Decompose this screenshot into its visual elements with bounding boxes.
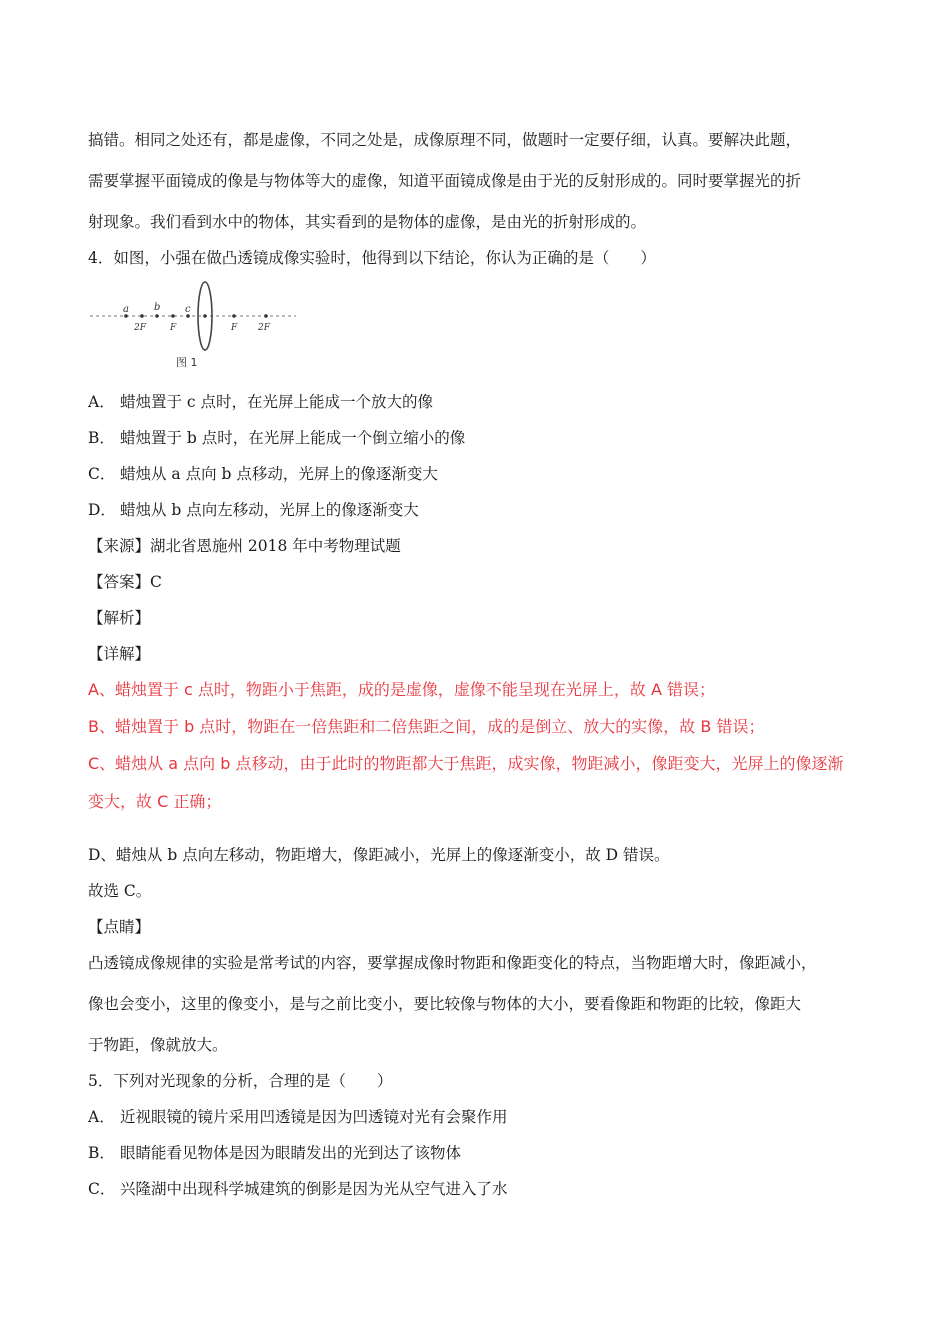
label-2f-right: 2F — [258, 323, 270, 333]
q4-comment-label: 【点睛】 — [88, 918, 151, 936]
label-f-right: F — [231, 323, 238, 333]
q4-answer: 【答案】C — [88, 573, 162, 591]
q4-stem: 4．如图，小强在做凸透镜成像实验时，他得到以下结论，你认为正确的是（ ） — [88, 249, 656, 267]
point-b-dot — [155, 314, 159, 318]
q4-option-d-text: 蜡烛从 b 点向左移动，光屏上的像逐渐变大 — [120, 501, 419, 519]
q5-option-b-text: 眼睛能看见物体是因为眼睛发出的光到达了该物体 — [120, 1144, 462, 1162]
q5-option-c — [88, 1177, 508, 1199]
figure-caption: 图 1 — [176, 356, 198, 369]
q4-analysis-label: 【解析】 — [88, 609, 151, 627]
q4-detail-c-line2: 变大，故 C 正确； — [88, 792, 222, 811]
point-f-right-dot — [232, 314, 236, 318]
label-2f-left: 2F — [134, 323, 146, 333]
q5-option-c-text: 兴隆湖中出现科学城建筑的倒影是因为光从空气进入了水 — [120, 1180, 508, 1198]
q4-detail-label: 【详解】 — [88, 645, 151, 663]
q4-option-d-letter: D． — [88, 501, 116, 519]
point-2f-right-dot — [264, 314, 268, 318]
label-c: c — [185, 304, 191, 315]
q5-option-a-text: 近视眼镜的镜片采用凹透镜是因为凹透镜对光有会聚作用 — [120, 1108, 508, 1126]
q4-source: 【来源】湖北省恩施州 2018 年中考物理试题 — [88, 537, 401, 555]
q4-comment-line-1: 凸透镜成像规律的实验是常考试的内容，要掌握成像时物距和像距变化的特点，当物距增大时，像距减小， — [88, 954, 817, 972]
q4-option-d — [88, 498, 419, 520]
q5-option-c-letter: C． — [88, 1180, 116, 1198]
q4-option-c — [88, 462, 438, 484]
q4-option-c-letter: C． — [88, 465, 116, 483]
q4-choose: 故选 C。 — [88, 882, 152, 900]
q4-detail-b: B、蜡烛置于 b 点时，物距在一倍焦距和二倍焦距之间，成的是倒立、放大的实像，故 B 错误； — [88, 717, 765, 736]
q5-option-b — [88, 1141, 461, 1163]
q4-option-b-letter: B． — [88, 429, 115, 447]
label-b: b — [154, 302, 161, 313]
point-f-left-dot — [171, 314, 175, 318]
point-2f-left-dot — [140, 314, 144, 318]
q4-option-b — [88, 426, 465, 448]
q4-detail-d: D、蜡烛从 b 点向左移动，物距增大，像距减小，光屏上的像逐渐变小，故 D 错误。 — [88, 846, 670, 864]
intro-line-1: 搞错。相同之处还有，都是虚像，不同之处是，成像原理不同，做题时一定要仔细，认真。要解决此题， — [88, 131, 802, 149]
label-a: a — [123, 304, 129, 315]
q4-option-a — [88, 390, 433, 412]
q4-option-a-text: 蜡烛置于 c 点时，在光屏上能成一个放大的像 — [120, 393, 434, 411]
q5-option-a — [88, 1105, 508, 1127]
q5-option-a-letter: A． — [88, 1108, 115, 1126]
q4-comment-line-3: 于物距，像就放大。 — [88, 1036, 228, 1054]
q4-option-b-text: 蜡烛置于 b 点时，在光屏上能成一个倒立缩小的像 — [120, 429, 466, 447]
label-f-left: F — [170, 323, 177, 333]
q5-option-b-letter: B． — [88, 1144, 115, 1162]
intro-line-3: 射现象。我们看到水中的物体，其实看到的是物体的虚像，是由光的折射形成的。 — [88, 213, 647, 231]
q4-option-c-text: 蜡烛从 a 点向 b 点移动，光屏上的像逐渐变大 — [120, 465, 438, 483]
lens-diagram — [88, 278, 298, 373]
intro-line-2: 需要掌握平面镜成的像是与物体等大的虚像，知道平面镜成像是由于光的反射形成的。同时要掌握光的折 — [88, 172, 802, 190]
q4-detail-a: A、蜡烛置于 c 点时，物距小于焦距，成的是虚像，虚像不能呈现在光屏上，故 A 错误； — [88, 680, 716, 699]
q5-stem: 5．下列对光现象的分析，合理的是（ ） — [88, 1072, 393, 1090]
q4-option-a-letter: A． — [88, 393, 115, 411]
lens-diagram-svg — [88, 278, 298, 373]
q4-comment-line-2: 像也会变小，这里的像变小，是与之前比变小，要比较像与物体的大小，要看像距和物距的比较，像距大 — [88, 995, 802, 1013]
lens-center-dot — [203, 314, 207, 318]
q4-detail-c-line1: C、蜡烛从 a 点向 b 点移动，由于此时的物距都大于焦距，成实像，物距减小，像距变大，光屏上的像逐渐 — [88, 754, 844, 773]
